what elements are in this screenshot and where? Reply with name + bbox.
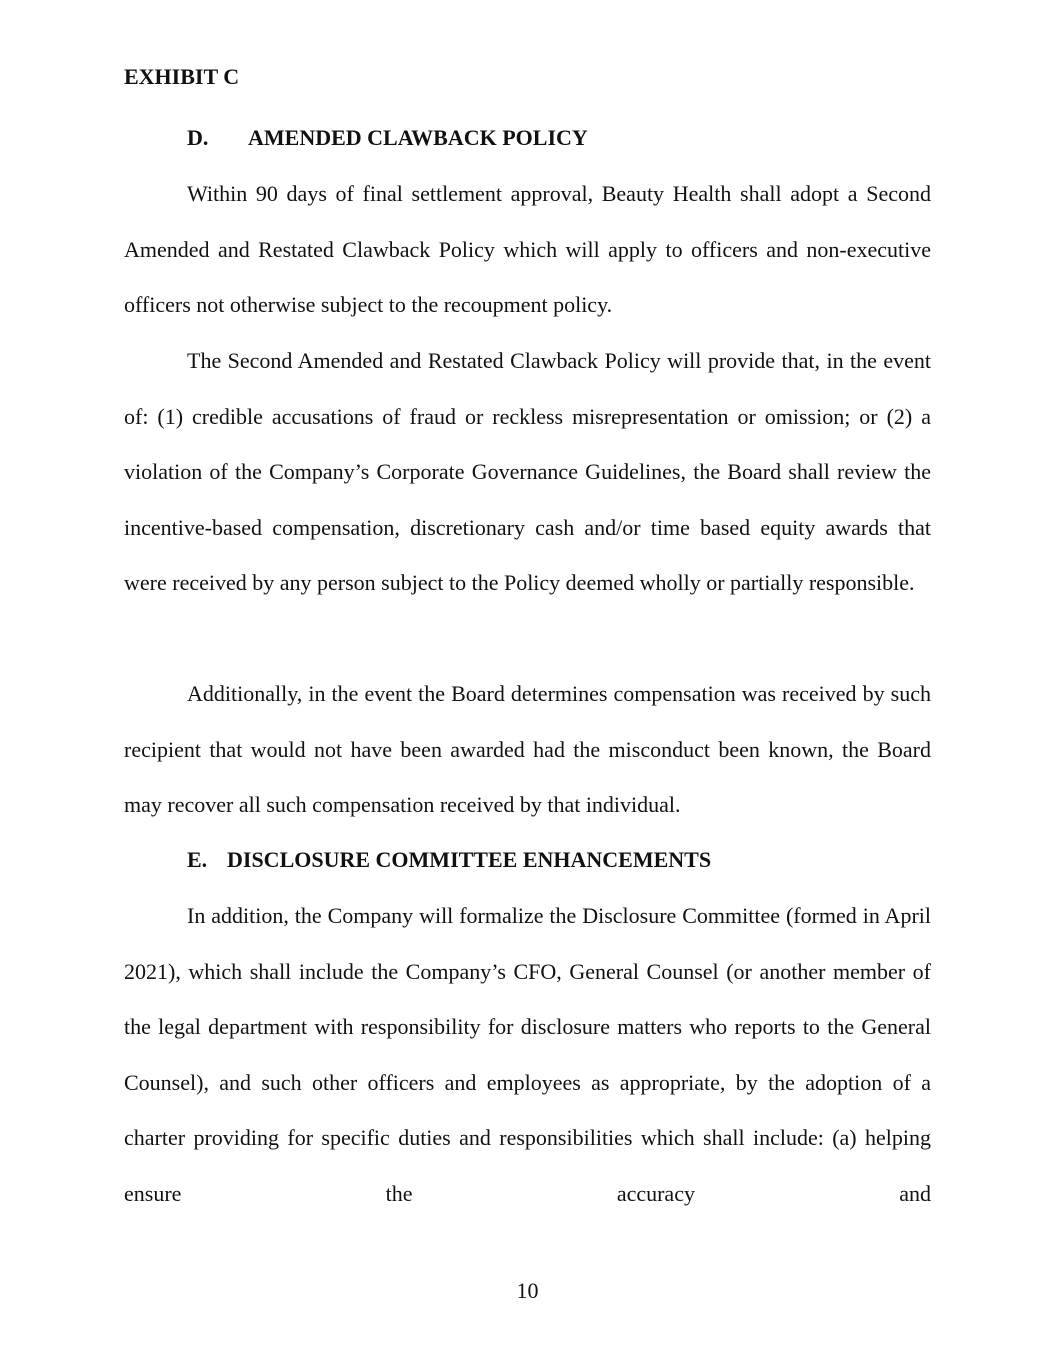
section-heading-e bbox=[187, 845, 711, 875]
section-number: E. bbox=[187, 847, 208, 872]
exhibit-label: EXHIBIT C bbox=[124, 64, 240, 89]
paragraph-clawback-provisions: The Second Amended and Restated Clawback Policy will provide that, in the event of: (1) credible accusations of fraud or reckless misrepresentation or omission; or (2) a violation of the Company’s Corporate Governance Guidelines, the Board shall review the incentive-based compensation, discretionary cash and/or time based equity awards that were received by any person subject to the Policy deemed wholly or partially responsible. bbox=[124, 348, 931, 595]
section-heading-d bbox=[187, 123, 588, 153]
page-number: 10 bbox=[516, 1278, 539, 1303]
section-title: DISCLOSURE COMMITTEE ENHANCEMENTS bbox=[227, 847, 712, 872]
paragraph-clawback-recovery: Additionally, in the event the Board determines compensation was received by such recipient that would not have been awarded had the misconduct been known, the Board may recover all such compensation received by that individual. bbox=[124, 681, 931, 817]
paragraph-clawback-adoption: Within 90 days of final settlement approval, Beauty Health shall adopt a Second Amended and Restated Clawback Policy which will apply to officers and non-executive officers not otherwise subject to the recoupment policy. bbox=[124, 181, 931, 317]
section-number: D. bbox=[187, 125, 209, 150]
section-title: AMENDED CLAWBACK POLICY bbox=[248, 125, 588, 150]
paragraph-disclosure-committee: In addition, the Company will formalize the Disclosure Committee (formed in April 2021), which shall include the Company’s CFO, General Counsel (or another member of the legal department with responsibility for disclosure matters who reports to the General Counsel), and such other officers and employees as appropriate, by the adoption of a charter providing for specific duties and responsibilities which shall include: (a) helping ensure the accuracy and bbox=[124, 903, 931, 1206]
